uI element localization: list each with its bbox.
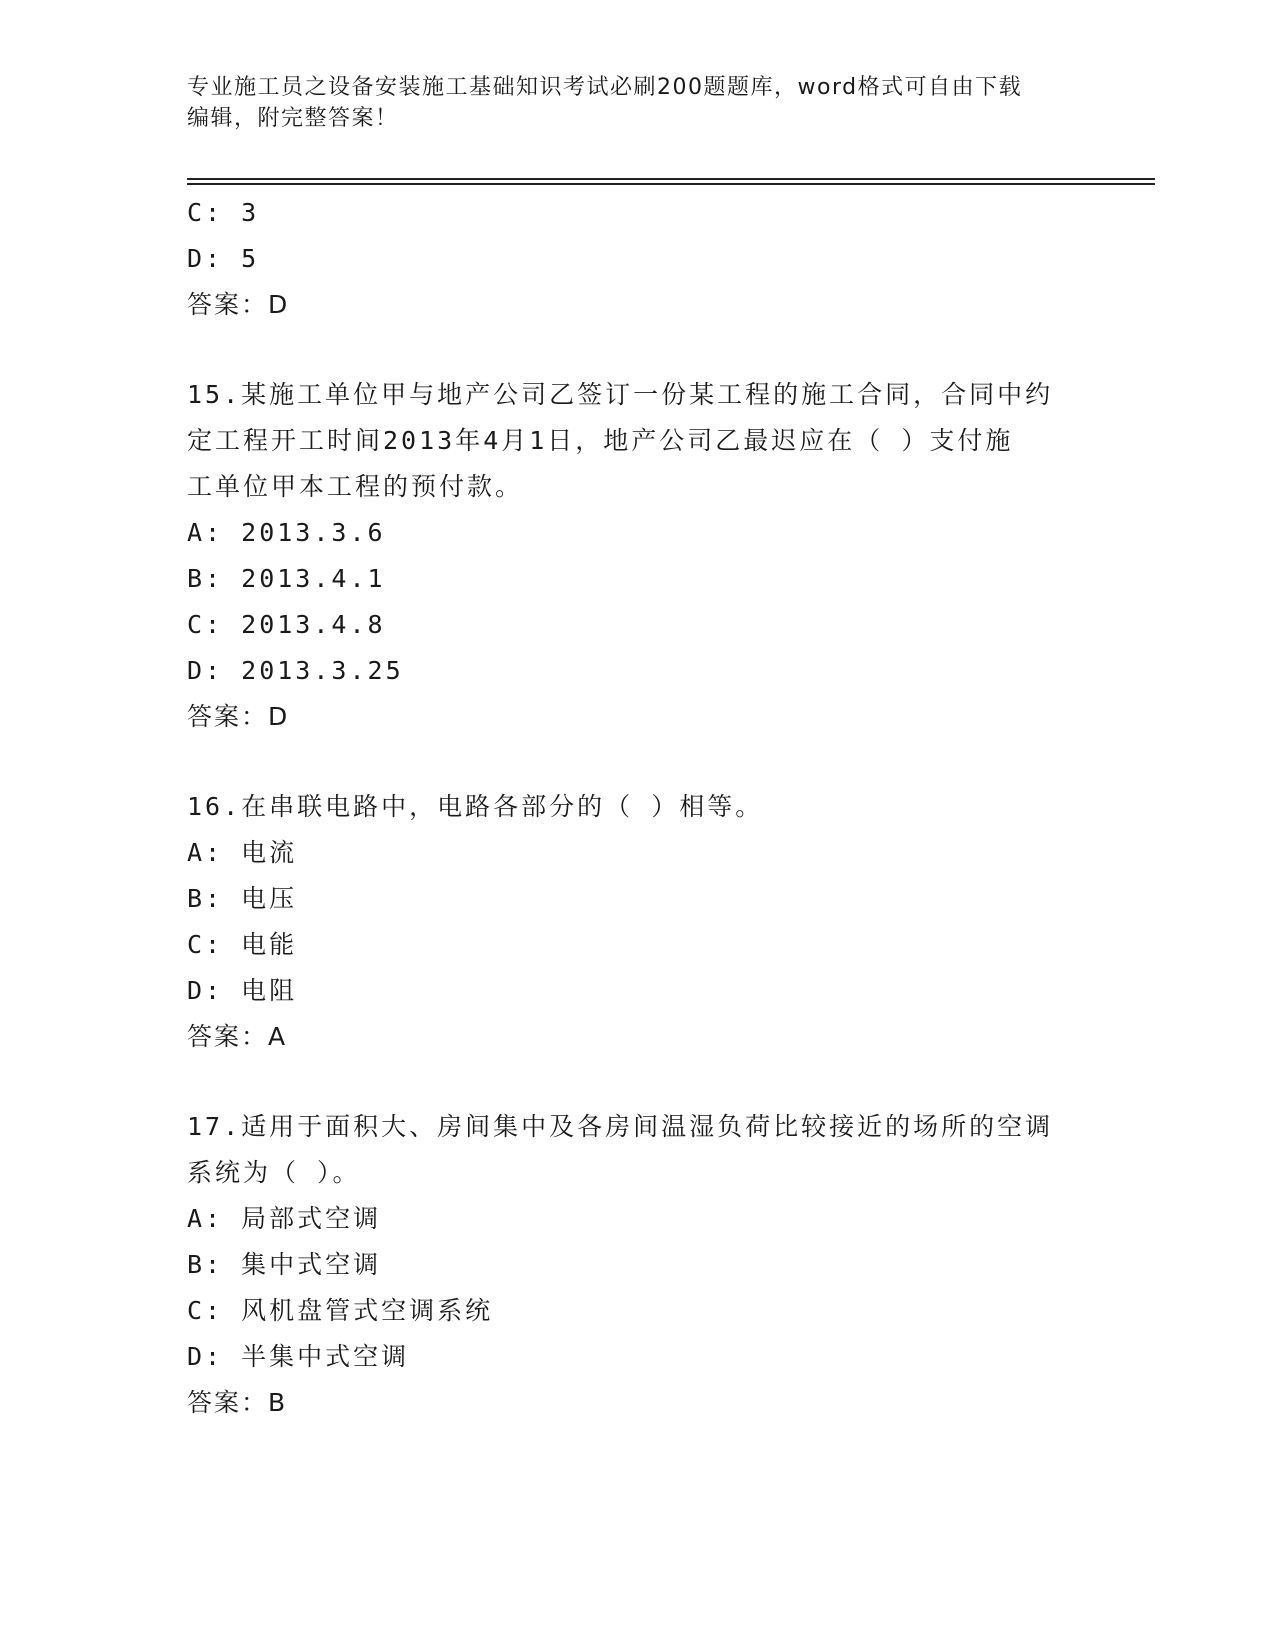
option-c: C: 2013.4.8	[187, 610, 386, 639]
question-line: 系统为（ ）。	[187, 1158, 361, 1187]
header-title-line-2: 编辑，附完整答案！	[187, 106, 399, 131]
option-d: D: 5	[187, 244, 260, 273]
header-divider-top	[187, 178, 1155, 180]
spacer	[187, 740, 1087, 784]
spacer	[187, 1060, 1087, 1104]
option-c: C: 电能	[187, 930, 298, 959]
question-text	[187, 784, 1077, 830]
question-line: 15.某施工单位甲与地产公司乙签订一份某工程的施工合同，合同中约	[187, 380, 1054, 409]
option-a: A: 局部式空调	[187, 1204, 382, 1233]
question-text	[187, 372, 1077, 510]
question-line: 工单位甲本工程的预付款。	[187, 472, 524, 501]
option-d: D: 2013.3.25	[187, 656, 404, 685]
option-b: B: 电压	[187, 884, 298, 913]
option-b: B: 2013.4.1	[187, 564, 386, 593]
document-body	[187, 190, 1087, 1426]
option-d: D: 半集中式空调	[187, 1342, 410, 1371]
question-17	[187, 1104, 1087, 1426]
answer: 答案：B	[187, 1388, 288, 1417]
option-b: B: 集中式空调	[187, 1250, 382, 1279]
option-d: D: 电阻	[187, 976, 298, 1005]
previous-question-tail	[187, 190, 1087, 328]
answer: 答案：D	[187, 290, 290, 319]
question-15	[187, 372, 1087, 740]
option-c: C: 风机盘管式空调系统	[187, 1296, 494, 1325]
question-line: 定工程开工时间2013年4月1日，地产公司乙最迟应在（ ）支付施	[187, 426, 1014, 455]
option-c: C: 3	[187, 198, 260, 227]
question-line: 17.适用于面积大、房间集中及各房间温湿负荷比较接近的场所的空调	[187, 1112, 1054, 1141]
answer: 答案：D	[187, 702, 290, 731]
question-line: 16.在串联电路中，电路各部分的（ ）相等。	[187, 792, 764, 821]
document-header	[187, 72, 1067, 134]
header-divider-bottom	[187, 183, 1155, 185]
spacer	[187, 328, 1087, 372]
option-a: A: 电流	[187, 838, 298, 867]
question-16	[187, 784, 1087, 1060]
header-title-line-1: 专业施工员之设备安装施工基础知识考试必刷200题题库，word格式可自由下载	[187, 75, 1023, 100]
question-text	[187, 1104, 1077, 1196]
answer: 答案：A	[187, 1022, 288, 1051]
option-a: A: 2013.3.6	[187, 518, 386, 547]
